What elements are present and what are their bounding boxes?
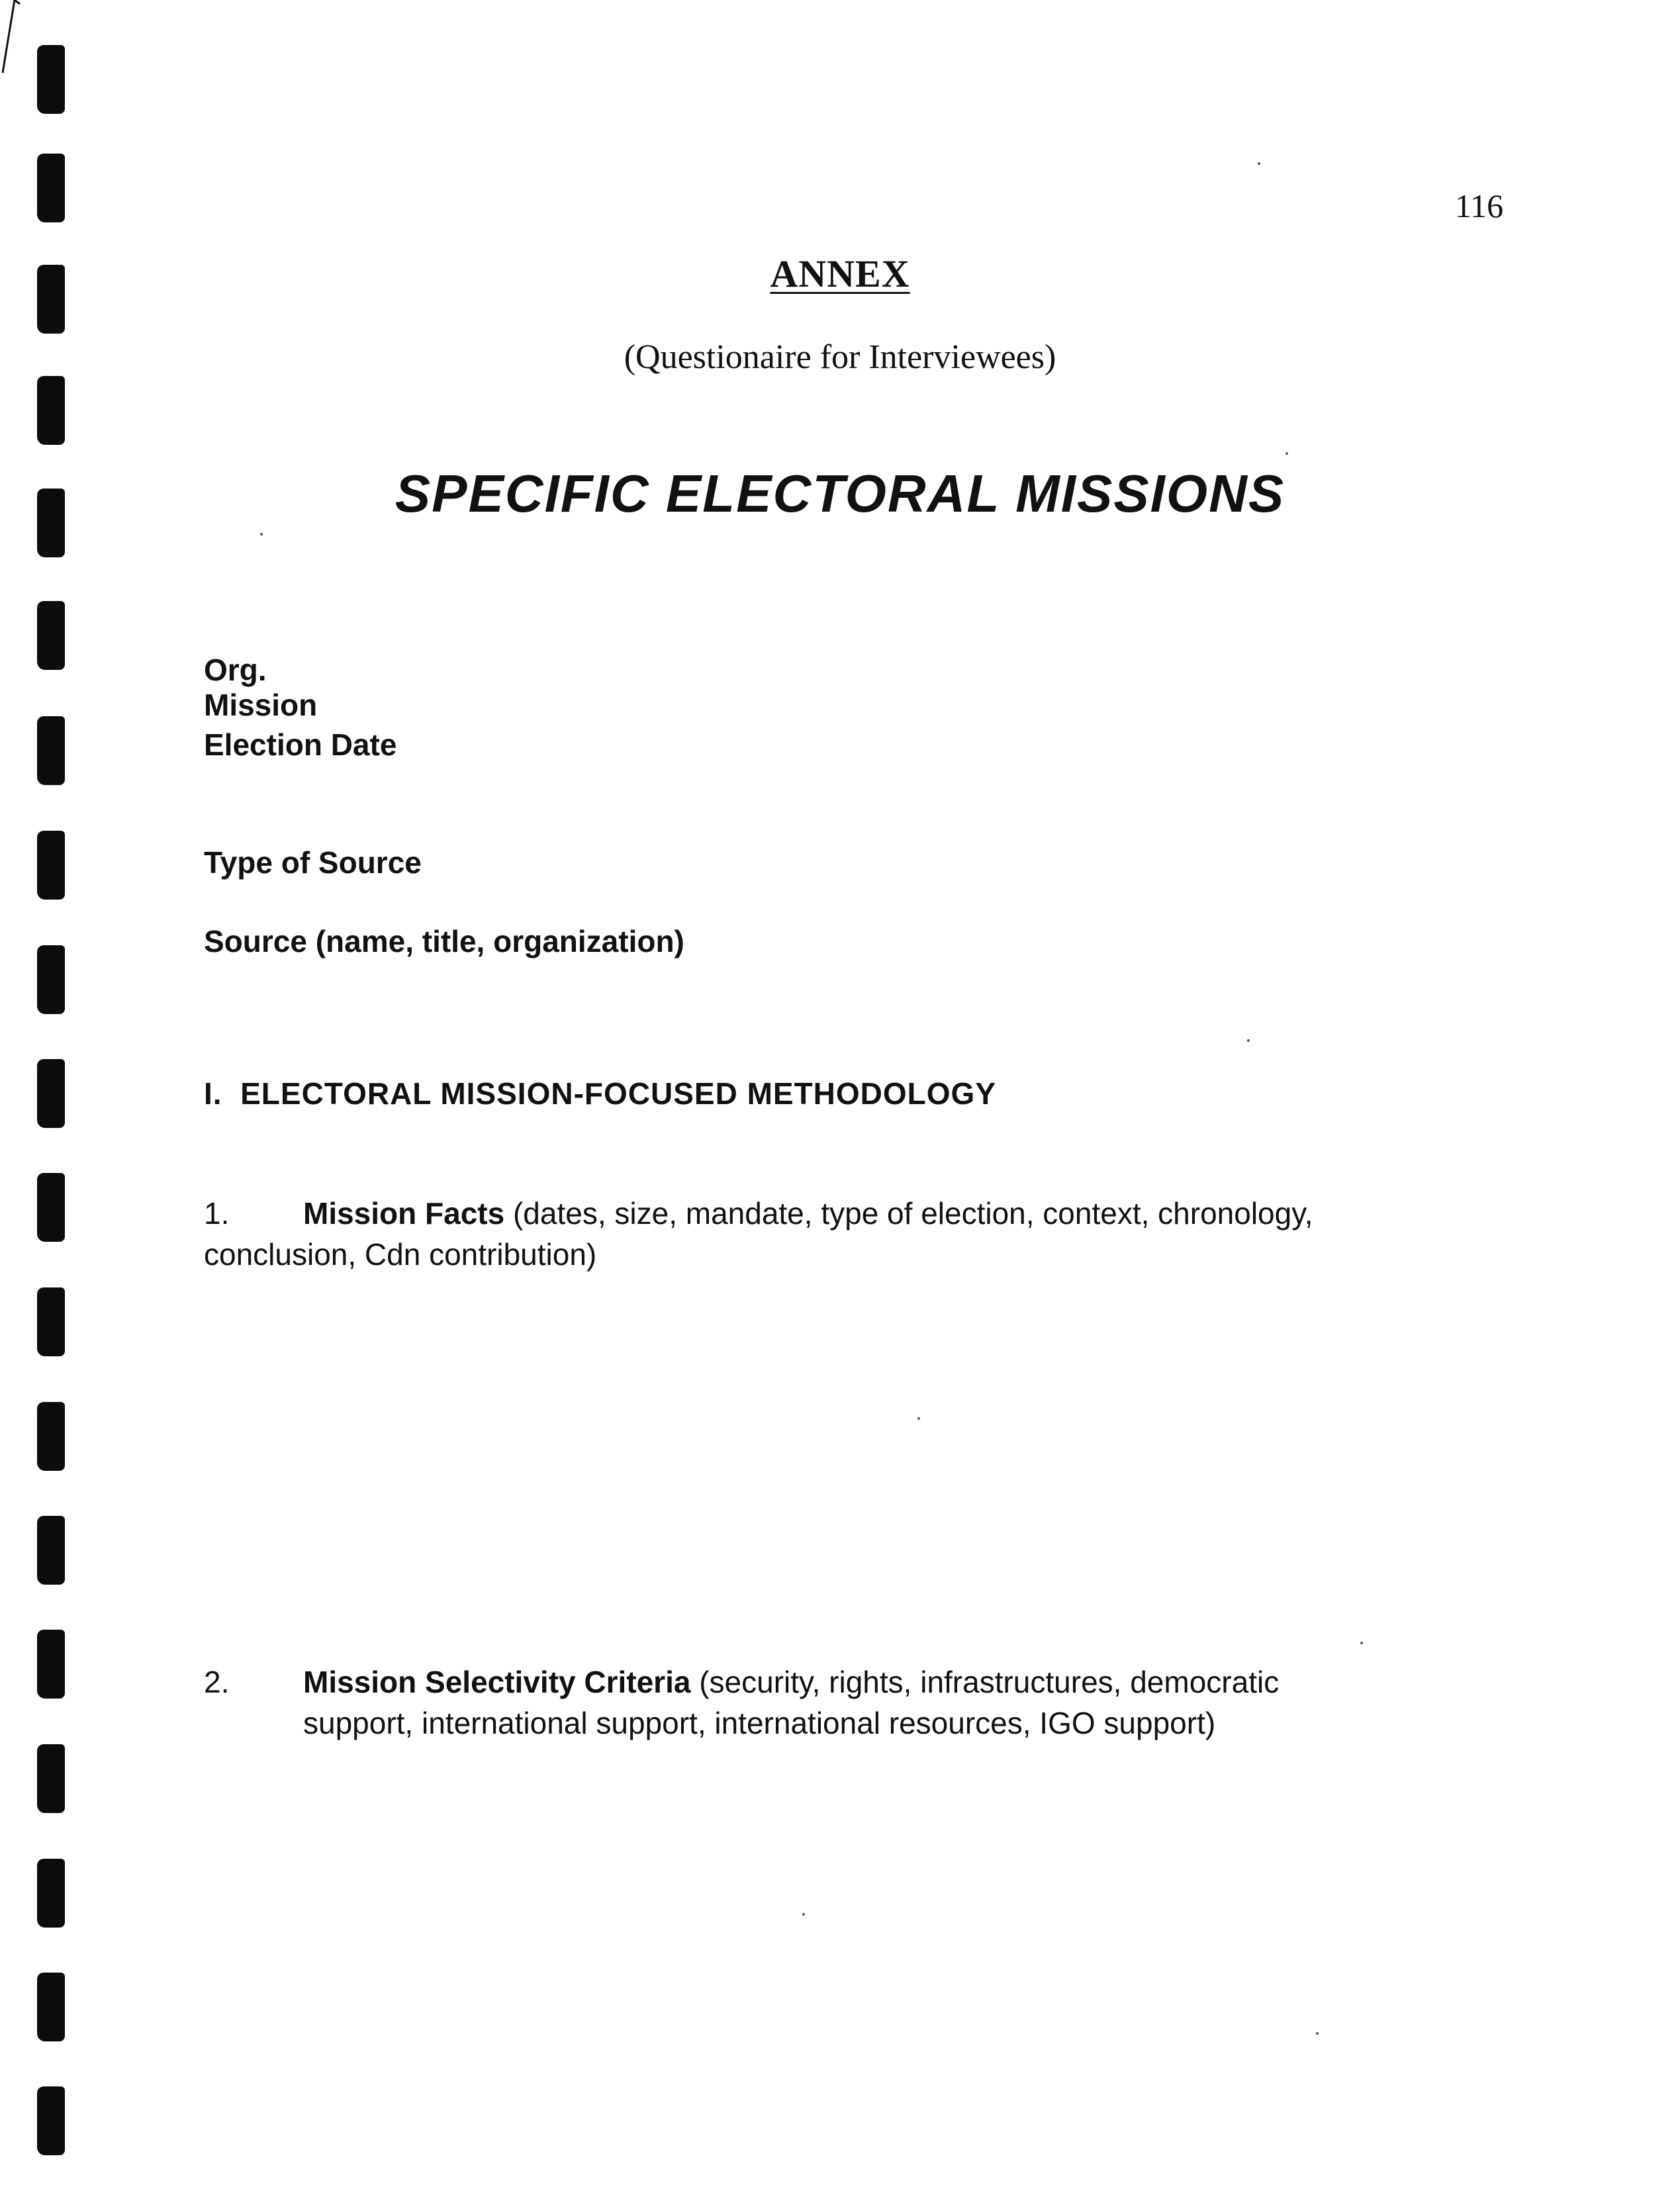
section-heading: I. ELECTORAL MISSION-FOCUSED METHODOLOGY [204, 1076, 997, 1111]
binding-strip [33, 0, 73, 2193]
scan-speck [260, 533, 263, 536]
list-item [204, 1193, 1528, 1275]
item-line: conclusion, Cdn contribution) [204, 1237, 597, 1272]
scan-speck [802, 1913, 805, 1916]
binding-hole [37, 716, 65, 785]
binding-hole [37, 1973, 65, 2041]
binding-hole [37, 1630, 65, 1699]
org-label: Org. [204, 653, 267, 687]
item-title: Mission Facts [303, 1196, 505, 1231]
binding-hole [37, 376, 65, 445]
binding-hole [37, 601, 65, 670]
main-title: SPECIFIC ELECTORAL MISSIONS [395, 464, 1285, 523]
item-text: (security, rights, infrastructures, democratic [690, 1665, 1280, 1699]
binding-hole [37, 45, 65, 114]
list-item [204, 1661, 1528, 1744]
page-number: 116 [1455, 187, 1504, 224]
type-of-source-label: Type of Source [204, 845, 422, 880]
election-date-label: Election Date [204, 727, 397, 762]
item-text: (dates, size, mandate, type of election, context, chronology, [504, 1196, 1313, 1231]
binding-hole [37, 2086, 65, 2155]
scan-speck [1258, 162, 1260, 165]
item-line [204, 1661, 1528, 1703]
binding-hole [37, 1059, 65, 1128]
annex-subtitle: (Questionaire for Interviewees) [624, 338, 1056, 376]
item-title: Mission Selectivity Criteria [303, 1665, 691, 1699]
item-number: 2. [204, 1665, 230, 1699]
scan-speck [1316, 2032, 1319, 2035]
source-label: Source (name, title, organization) [204, 924, 684, 958]
item-number: 1. [204, 1196, 230, 1231]
scan-speck [1360, 1642, 1363, 1644]
binding-hole [37, 1516, 65, 1585]
binding-hole [37, 154, 65, 222]
binding-hole [37, 1173, 65, 1242]
binding-hole [37, 831, 65, 900]
binding-hole [37, 1287, 65, 1356]
binding-hole [37, 1744, 65, 1813]
mission-label: Mission [204, 688, 318, 722]
item-line [204, 1193, 1528, 1234]
binding-hole [37, 1859, 65, 1928]
annex-title: ANNEX [770, 252, 910, 295]
scan-speck [1285, 452, 1288, 455]
binding-hole [37, 945, 65, 1014]
scan-speck [917, 1417, 920, 1420]
item-line: support, international support, international resources, IGO support) [303, 1706, 1216, 1740]
scan-speck [1247, 1039, 1250, 1042]
binding-hole [37, 1402, 65, 1471]
